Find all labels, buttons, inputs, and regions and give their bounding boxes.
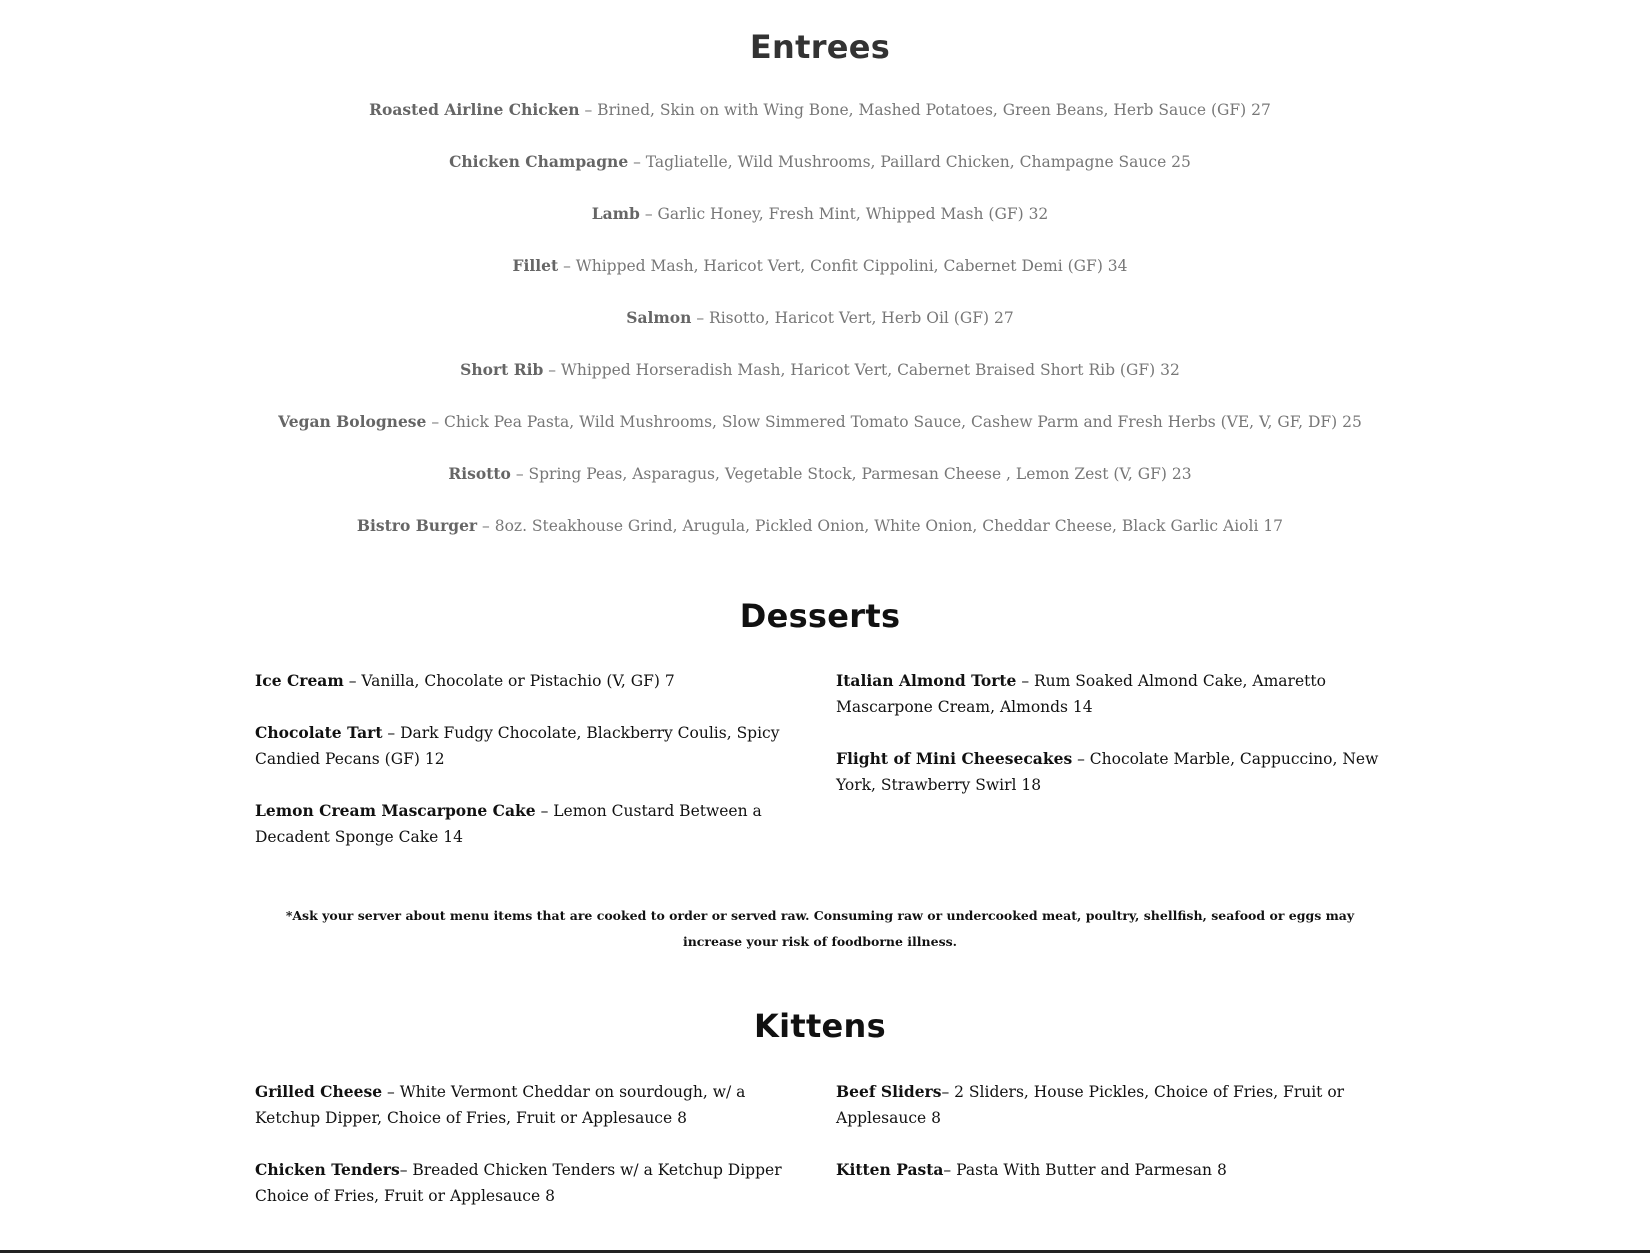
item-description: – 2 Sliders, House Pickles, Choice of Fries, Fruit or Applesauce 8 — [836, 1083, 1345, 1127]
item-name: Chocolate Tart — [255, 723, 383, 742]
item-description: – Rum Soaked Almond Cake, Amaretto Mascarpone Cream, Almonds 14 — [836, 672, 1326, 716]
item-description: – 8oz. Steakhouse Grind, Arugula, Pickled Onion, White Onion, Cheddar Cheese, Black Garlic Aioli 17 — [477, 517, 1284, 535]
menu-item — [836, 1157, 1391, 1183]
item-name: Risotto — [448, 464, 511, 483]
item-name: Ice Cream — [255, 671, 344, 690]
menu-item — [255, 1157, 810, 1209]
menu-item — [836, 668, 1391, 720]
menu-item — [0, 412, 1640, 464]
kittens-left-column — [255, 1079, 810, 1235]
item-description: – Tagliatelle, Wild Mushrooms, Paillard Chicken, Champagne Sauce 25 — [628, 153, 1191, 171]
raw-food-notice: *Ask your server about menu items that are cooked to order or served raw. Consuming raw or undercooked meat, poultry, shellfish, seafood or eggs may increase your risk of foodborne illness. — [285, 908, 1355, 949]
item-name: Lemon Cream Mascarpone Cake — [255, 801, 536, 820]
item-description: – Dark Fudgy Chocolate, Blackberry Coulis, Spicy Candied Pecans (GF) 12 — [255, 724, 780, 768]
menu-item — [0, 256, 1640, 308]
item-description: – White Vermont Cheddar on sourdough, w/ a Ketchup Dipper, Choice of Fries, Fruit or Applesauce 8 — [255, 1083, 746, 1127]
item-name: Grilled Cheese — [255, 1082, 383, 1101]
menu-item — [0, 100, 1640, 152]
menu-item — [836, 1079, 1391, 1131]
kittens-heading: Kittens — [754, 1007, 886, 1045]
entrees-list — [0, 100, 1640, 568]
item-name: Italian Almond Torte — [836, 671, 1017, 690]
item-name: Salmon — [626, 308, 692, 327]
item-name: Bistro Burger — [356, 516, 478, 535]
desserts-right-column — [836, 668, 1391, 824]
menu-item — [0, 204, 1640, 256]
item-description: – Spring Peas, Asparagus, Vegetable Stock, Parmesan Cheese , Lemon Zest (V, GF) 23 — [510, 465, 1192, 483]
item-name: Short Rib — [460, 360, 544, 379]
desserts-left-column — [255, 668, 810, 876]
item-name: Roasted Airline Chicken — [369, 100, 580, 119]
item-name: Lamb — [591, 204, 640, 223]
menu-item — [255, 720, 810, 772]
item-name: Chicken Champagne — [449, 152, 629, 171]
kittens-right-column — [836, 1079, 1391, 1209]
item-description: – Chocolate Marble, Cappuccino, New York, Strawberry Swirl 18 — [836, 750, 1379, 794]
item-name: Chicken Tenders — [255, 1160, 400, 1179]
item-name: Vegan Bolognese — [278, 412, 427, 431]
menu-item — [0, 308, 1640, 360]
item-description: – Brined, Skin on with Wing Bone, Mashed Potatoes, Green Beans, Herb Sauce (GF) 27 — [579, 101, 1271, 119]
entrees-heading: Entrees — [749, 28, 891, 66]
item-description: – Whipped Mash, Haricot Vert, Confit Cippolini, Cabernet Demi (GF) 34 — [558, 257, 1128, 275]
menu-item — [0, 152, 1640, 204]
item-description: – Lemon Custard Between a Decadent Sponge Cake 14 — [255, 802, 762, 846]
item-description: – Whipped Horseradish Mash, Haricot Vert, Cabernet Braised Short Rib (GF) 32 — [543, 361, 1180, 379]
menu-item — [836, 746, 1391, 798]
menu-item — [0, 464, 1640, 516]
item-name: Kitten Pasta — [836, 1160, 944, 1179]
menu-item — [255, 668, 810, 694]
menu-item — [255, 798, 810, 850]
item-name: Beef Sliders — [836, 1082, 942, 1101]
item-description: – Pasta With Butter and Parmesan 8 — [943, 1161, 1227, 1179]
item-description: – Vanilla, Chocolate or Pistachio (V, GF) 7 — [343, 672, 675, 690]
menu-item — [0, 516, 1640, 568]
desserts-heading: Desserts — [739, 597, 901, 635]
item-description: – Risotto, Haricot Vert, Herb Oil (GF) 27 — [691, 309, 1014, 327]
item-name: Flight of Mini Cheesecakes — [836, 749, 1073, 768]
item-description: – Breaded Chicken Tenders w/ a Ketchup Dipper Choice of Fries, Fruit or Applesauce 8 — [255, 1161, 782, 1205]
item-name: Fillet — [512, 256, 559, 275]
menu-item — [0, 360, 1640, 412]
item-description: – Garlic Honey, Fresh Mint, Whipped Mash (GF) 32 — [639, 205, 1049, 223]
menu-item — [255, 1079, 810, 1131]
item-description: – Chick Pea Pasta, Wild Mushrooms, Slow Simmered Tomato Sauce, Cashew Parm and Fresh Herbs (VE, V, GF, DF) 25 — [426, 413, 1362, 431]
